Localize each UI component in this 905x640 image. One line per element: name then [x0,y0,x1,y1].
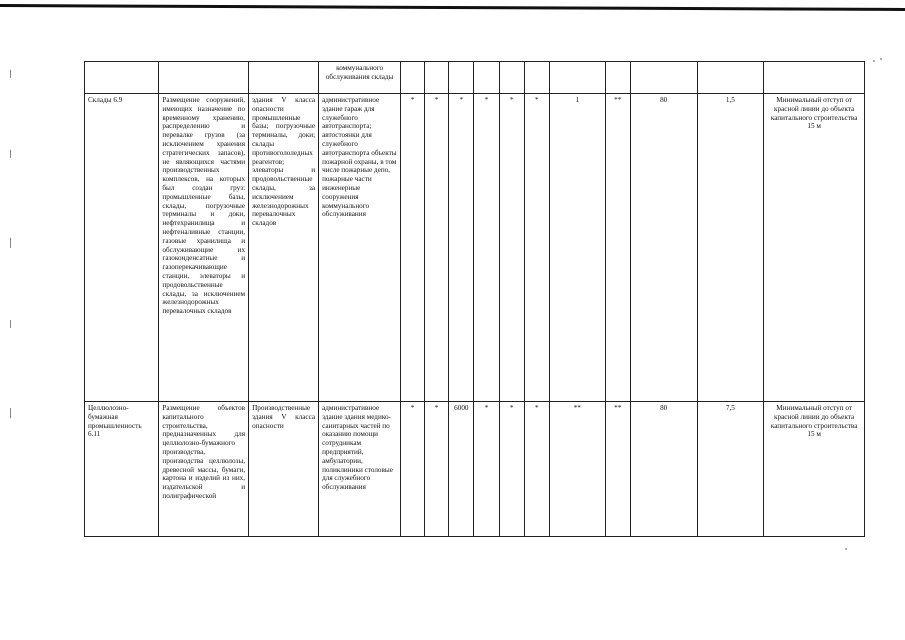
table-row [85,62,865,94]
param-cell: * [524,402,549,537]
param-cell: * [474,402,499,537]
table-cell [605,62,630,94]
aux-use-cell: административное здание здания медико-санитарных частей по оказанию помощи сотрудникам предприятий, амбулатории, поликлиники столовые для служебного обслуживания [319,402,401,537]
note-cell: Минимальный отступ от красной линии до объекта капитального строительства 15 м [764,94,865,402]
table-cell [449,62,474,94]
aux-use-cell: коммунального обслуживания склады [319,62,401,94]
table-cell [474,62,499,94]
table-cell [549,62,605,94]
scan-artifact [873,60,875,62]
margin-mark [10,70,11,78]
param-cell: 80 [630,94,697,402]
param-cell: 7,5 [697,402,764,537]
scan-artifact [845,548,847,550]
param-cell: ** [605,94,630,402]
param-cell: ** [605,402,630,537]
margin-mark [10,238,11,248]
param-cell: 6000 [449,402,474,537]
param-cell: * [425,94,449,402]
table-cell [630,62,697,94]
table-cell [764,62,865,94]
description-cell: Размещение объектов капитального строительства, предназначенных для целлюлозно-бумажного производства, производства целлюлозы, древесной массы, бумаги, картона и изделий из них, издательской и полиграфической [159,402,249,537]
table-cell [499,62,524,94]
margin-mark [10,320,11,328]
table-row [85,402,865,537]
zone-name-cell: Склады 6.9 [85,94,159,402]
param-cell: * [449,94,474,402]
description-cell: Размещение сооружений, имеющих назначение по временному хранению, распределению и перевалке грузов (за исключением хранения стратегических запасов), не являющихся частями производственных комплексов, на которых был создан груз: промышленные базы, склады, погрузочные терминалы и доки, нефтехранилища и нефтеналивные станции, газовые хранилища и обслуживающие их газоконденсатные и газоперекачивающие станции, элеваторы и продовольственные склады, за исключением железнодорожных перевалочных складов [159,94,249,402]
table-cell [425,62,449,94]
param-cell: * [524,94,549,402]
scan-artifact [880,58,882,60]
margin-mark [10,408,11,418]
top-border-line [0,4,905,11]
table-cell [401,62,425,94]
table-cell [524,62,549,94]
param-cell: * [401,94,425,402]
table-cell [159,62,249,94]
param-cell: 1,5 [697,94,764,402]
table-cell [697,62,764,94]
param-cell: * [425,402,449,537]
zone-name-cell: Целлюлозно-бумажная промышленность 6.11 [85,402,159,537]
param-cell: * [401,402,425,537]
table-cell [85,62,159,94]
table-row [85,94,865,402]
main-use-cell: Производственные здания V класса опасности [249,402,319,537]
aux-use-cell: административное здание гараж для служебного автотранспорта; автостоянки для служебного автотранспорта объекты пожарной охраны, в том числе пожарные депо, пожарные части инженерные сооружения коммунального обслуживания [319,94,401,402]
main-use-cell: здания V класса опасности промышленные базы; погрузочные терминалы, доки; склады противогололедных реагентов; элеваторы и продовольственные склады, за исключением железнодорожных перевалочных складов [249,94,319,402]
param-cell: 80 [630,402,697,537]
param-cell: 1 [549,94,605,402]
table-cell [249,62,319,94]
param-cell: * [499,402,524,537]
land-use-regulations-table [84,61,865,537]
margin-mark [10,150,11,158]
note-cell: Минимальный отступ от красной линии до объекта капитального строительства 15 м [764,402,865,537]
param-cell: * [499,94,524,402]
param-cell: ** [549,402,605,537]
param-cell: * [474,94,499,402]
